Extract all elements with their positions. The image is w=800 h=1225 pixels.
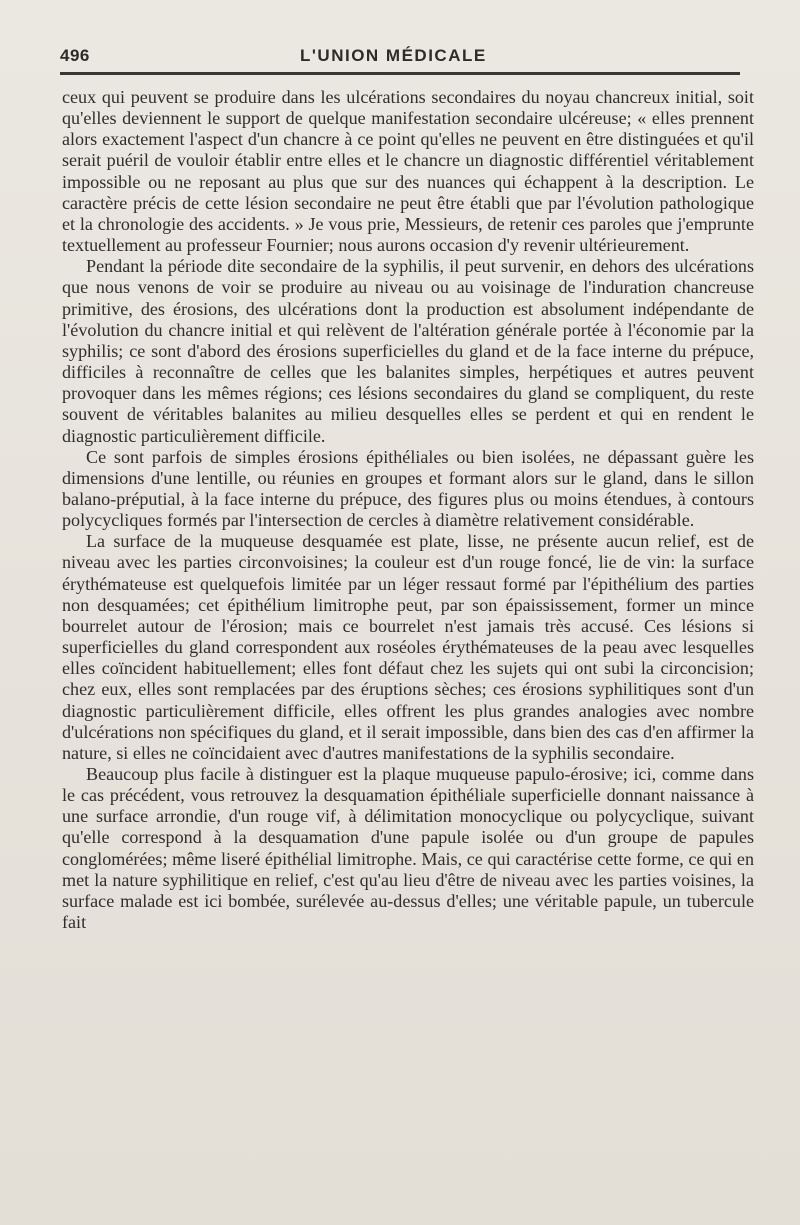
paragraph: Beaucoup plus facile à distinguer est la plaque muqueuse papulo-érosive; ici, comme dans le cas précédent, vous retrouvez la desquamation épithéliale superficielle donnant naissance à une surface arrondie, d'un rouge vif, à délimitation monocyclique ou polycyclique, suivant qu'elle correspond à la desquamation d'une papule isolée ou d'un groupe de papules conglomérées; même liseré épithélial limitrophe. Mais, ce qui caractérise cette forme, ce qui en met la nature syphilitique en relief, c'est qu'au lieu d'être de niveau avec les parties voisines, la surface malade est ici bombée, surélevée au-dessus d'elles; une véritable papule, un tubercule fait bbox=[62, 764, 754, 933]
running-title: L'UNION MÉDICALE bbox=[300, 46, 487, 65]
page-header bbox=[60, 42, 754, 72]
body-text bbox=[62, 87, 754, 933]
paragraph: ceux qui peuvent se produire dans les ulcérations secondaires du noyau chancreux initial, soit qu'elles deviennent le support de quelque manifestation secondaire ulcéreuse; « elles prennent alors exactement l'aspect d'un chancre à ce point qu'elles ne peuvent en être distinguées et qu'il serait puéril de vouloir établir entre elles et le chancre un diagnostic différentiel véritablement impossible ou ne reposant au plus que sur des nuances qui échappent à la description. Le caractère précis de cette lésion secondaire ne peut être établi que par l'évolution pathologique et la chronologie des accidents. » Je vous prie, Messieurs, de retenir ces paroles que j'emprunte textuellement au professeur Fournier; nous aurons occasion d'y revenir ultérieurement. bbox=[62, 87, 754, 256]
paragraph: La surface de la muqueuse desquamée est plate, lisse, ne présente aucun relief, est de niveau avec les parties circonvoisines; la couleur est d'un rouge foncé, lie de vin: la surface érythémateuse est quelquefois limitée par un léger ressaut formé par l'épithélium des parties non desquamées; cet épithélium limitrophe peut, par son épaississement, former un mince bourrelet autour de l'érosion; mais ce bourrelet n'est jamais très accusé. Ces lésions si superficielles du gland correspondent aux roséoles érythémateuses de la peau avec lesquelles elles coïncident habituellement; elles font défaut chez les sujets qui ont subi la circoncision; chez eux, elles sont remplacées par des éruptions sèches; ces érosions syphilitiques sont d'un diagnostic particulièrement difficile, elles offrent les plus grandes analogies avec nombre d'ulcérations non spécifiques du gland, et il serait impossible, dans bien des cas d'en affirmer la nature, si elles ne coïncidaient avec d'autres manifestations de la syphilis secondaire. bbox=[62, 531, 754, 763]
page-number: 496 bbox=[60, 46, 90, 65]
header-rule bbox=[60, 72, 740, 75]
paragraph: Pendant la période dite secondaire de la syphilis, il peut survenir, en dehors des ulcérations que nous venons de voir se produire au niveau ou au voisinage de l'induration chancreuse primitive, des érosions, des ulcérations dont la production est absolument indépendante de l'évolution du chancre initial et qui relèvent de l'altération générale portée à l'économie par la syphilis; ce sont d'abord des érosions superficielles du gland et de la face interne du prépuce, difficiles à reconnaître de celles que les balanites simples, herpétiques et autres peuvent provoquer dans les mêmes régions; ces lésions secondaires du gland se compliquent, du reste souvent de véritables balanites au milieu desquelles elles se perdent et qui en rendent le diagnostic particulièrement difficile. bbox=[62, 256, 754, 446]
paragraph: Ce sont parfois de simples érosions épithéliales ou bien isolées, ne dépassant guère les dimensions d'une lentille, ou réunies en groupes et formant alors sur le gland, dans le sillon balano-préputial, à la face interne du prépuce, des figures plus ou moins étendues, à contours polycycliques formés par l'intersection de cercles à diamètre relativement considérable. bbox=[62, 446, 754, 531]
